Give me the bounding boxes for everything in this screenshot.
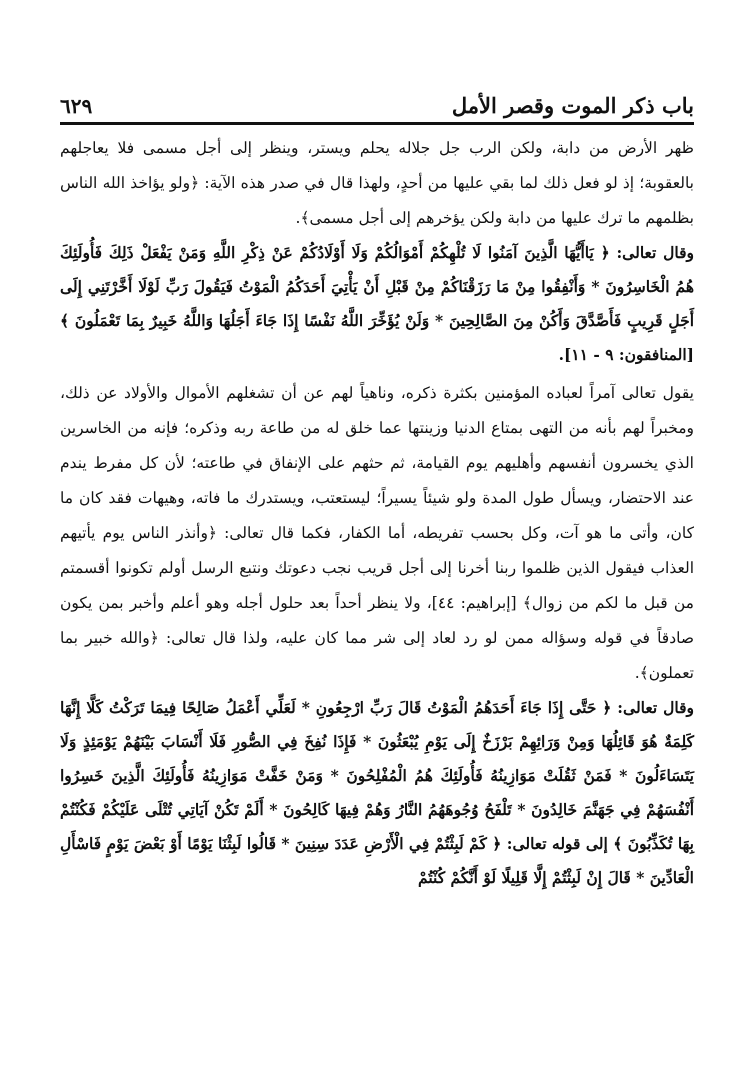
page-number: ٦٢٩ [60,94,93,118]
quran-passage-muminun: وقال تعالى: ﴿ حَتَّى إِذَا جَاءَ أَحَدَهُمُ الْمَوْتُ قَالَ رَبِّ ارْجِعُونِ * لَعَلِّي أَعْمَلُ صَالِحًا فِيمَا تَرَكْتُ كَلَّا إِنَّهَا كَلِمَةٌ هُوَ قَائِلُهَا وَمِنْ وَرَائِهِمْ بَرْزَخٌ إِلَى يَوْمِ يُبْعَثُونَ * فَإِذَا نُفِخَ فِي الصُّورِ فَلَا أَنْسَابَ بَيْنَهُمْ يَوْمَئِذٍ وَلَا يَتَسَاءَلُونَ * فَمَنْ ثَقُلَتْ مَوَازِينُهُ فَأُولَئِكَ هُمُ الْمُفْلِحُونَ * وَمَنْ خَفَّتْ مَوَازِينُهُ فَأُولَئِكَ الَّذِينَ خَسِرُوا أَنْفُسَهُمْ فِي جَهَنَّمَ خَالِدُونَ * تَلْفَحُ وُجُوهَهُمُ النَّارُ وَهُمْ فِيهَا كَالِحُونَ * أَلَمْ تَكُنْ آيَاتِي تُتْلَى عَلَيْكُمْ فَكُنْتُمْ بِهَا تُكَذِّبُونَ ﴾ إلى قوله تعالى: ﴿ كَمْ لَبِثْتُمْ فِي الْأَرْضِ عَدَدَ سِنِينَ * قَالُوا لَبِثْنَا يَوْمًا أَوْ بَعْضَ يَوْمٍ فَاسْأَلِ الْعَادِّينَ * قَالَ إِنْ لَبِثْتُمْ إِلَّا قَلِيلًا لَوْ أَنَّكُمْ كُنْتُمْ [60,698,694,887]
page [60,78,694,895]
paragraph-intro: ظهر الأرض من دابة، ولكن الرب جل جلاله يحلم ويستر، وينظر إلى أجل مسمى فلا يعاجلهم بالعقوبة؛ إذ لو فعل ذلك لما بقي عليها من أحدٍ، ولهذا قال في صدر هذه الآية: ﴿ولو يؤاخذ الله الناس بظلمهم ما ترك عليها من دابة ولكن يؤخرهم إلى أجل مسمى﴾. [60,139,694,227]
running-title: باب ذكر الموت وقصر الأمل [451,93,694,118]
quran-passage-munafiqun: وقال تعالى: ﴿ يَاأَيُّهَا الَّذِينَ آمَنُوا لَا تُلْهِكُمْ أَمْوَالُكُمْ وَلَا أَوْلَادُكُمْ عَنْ ذِكْرِ اللَّهِ وَمَنْ يَفْعَلْ ذَلِكَ فَأُولَئِكَ هُمُ الْخَاسِرُونَ * وَأَنْفِقُوا مِنْ مَا رَزَقْنَاكُمْ مِنْ قَبْلِ أَنْ يَأْتِيَ أَحَدَكُمُ الْمَوْتُ فَيَقُولَ رَبِّ لَوْلَا أَخَّرْتَنِي إِلَى أَجَلٍ قَرِيبٍ فَأَصَّدَّقَ وَأَكُنْ مِنَ الصَّالِحِينَ * وَلَنْ يُؤَخِّرَ اللَّهُ نَفْسًا إِذَا جَاءَ أَجَلُهَا وَاللَّهُ خَبِيرٌ بِمَا تَعْمَلُونَ ﴾ [المنافقون: ٩ - ١١]. [60,243,694,364]
page-header [60,78,694,118]
header-rule [60,122,694,125]
paragraph-commentary: يقول تعالى آمراً لعباده المؤمنين بكثرة ذكره، وناهياً لهم عن أن تشغلهم الأموال والأولاد عن ذلك، ومخبراً لهم بأنه من التهى بمتاع الدنيا وزينتها عما خلق له من طاعة ربه وذكره؛ فإنه من الخاسرين الذي يخسرون أنفسهم وأهليهم يوم القيامة، ثم حثهم على الإنفاق في طاعته؛ لأن كل مفرط يندم عند الاحتضار، ويسأل طول المدة ولو شيئاً يسيراً؛ ليستعتب، ويستدرك ما فاته، وهيهات فقد كان ما كان، وأتى ما هو آت، وكل بحسب تفريطه، أما الكفار، فكما قال تعالى: ﴿وأنذر الناس يوم يأتيهم العذاب فيقول الذين ظلموا ربنا أخرنا إلى أجل قريب نجب دعوتك ونتبع الرسل أولم تكونوا أقسمتم من قبل ما لكم من زوال﴾ [إبراهيم: ٤٤]، ولا ينظر أحداً بعد حلول أجله وهو أعلم وأخبر بمن يكون صادقاً في قوله وسؤاله ممن لو رد لعاد إلى شر مما كان عليه، ولذا قال تعالى: ﴿والله خبير بما تعملون﴾. [60,384,694,682]
